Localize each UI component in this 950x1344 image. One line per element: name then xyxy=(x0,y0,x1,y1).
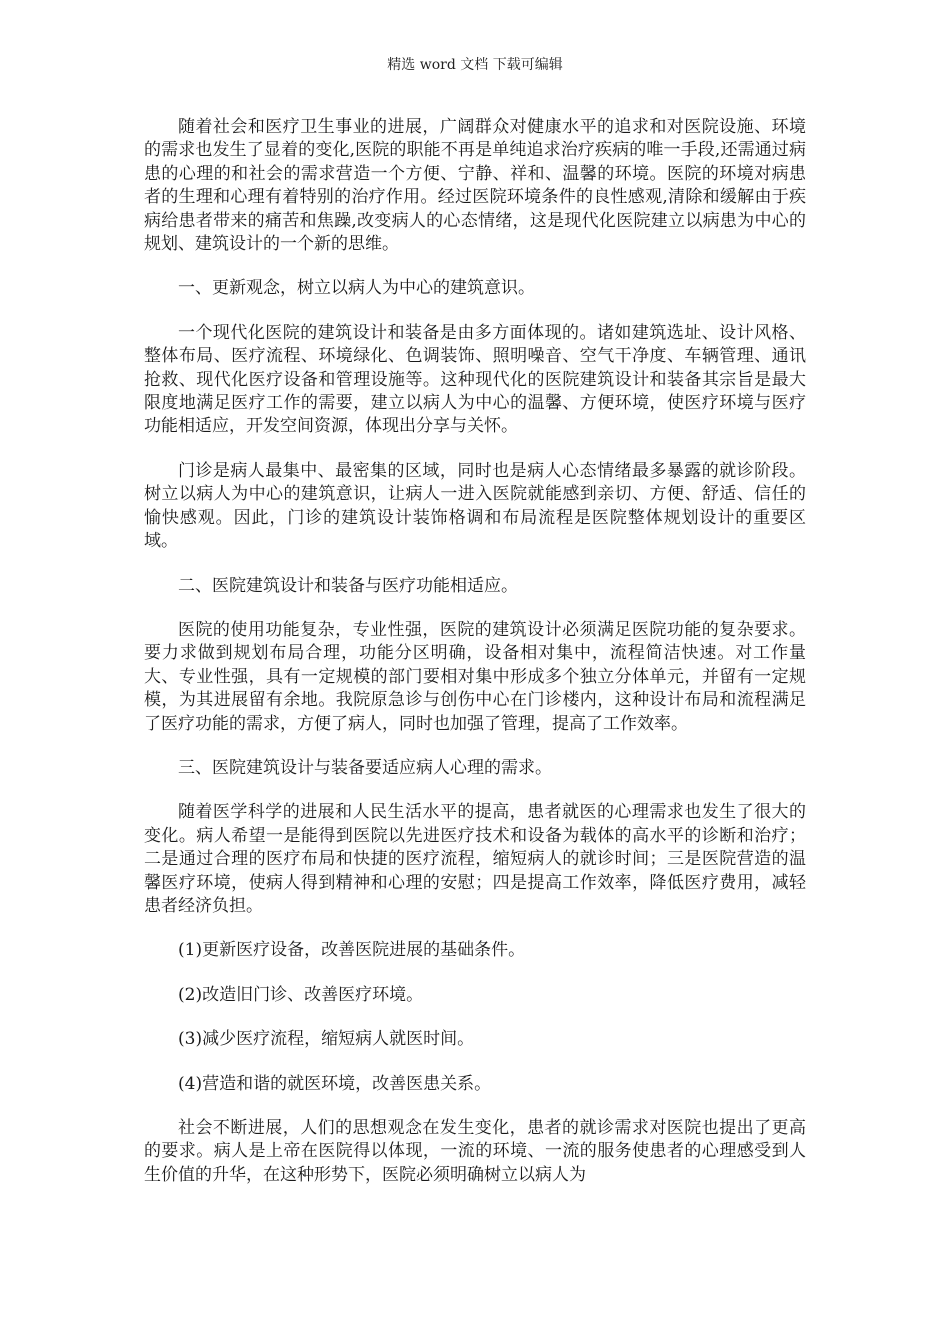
list-item-1: (1)更新医疗设备，改善医院进展的基础条件。 xyxy=(178,940,526,961)
list-item-4: (4)营造和谐的就医环境，改善医患关系。 xyxy=(178,1073,492,1094)
body-paragraph: 门诊是病人最集中、最密集的区域，同时也是病人心态情绪最多暴露的就诊阶段。树立以病人为中心的建筑意识，让病人一进入医院就能感到亲切、方便、舒适、信任的愉快感观。因此，门诊的建筑设计装饰格调和布局流程是医院整体规划设计的重要区域。 xyxy=(144,460,806,552)
body-paragraph: 一个现代化医院的建筑设计和装备是由多方面体现的。诸如建筑选址、设计风格、整体布局、医疗流程、环境绿化、色调装饰、照明噪音、空气干净度、车辆管理、通讯抢救、现代化医疗设备和管理设施等。这种现代化的医院建筑设计和装备其宗旨是最大限度地满足医疗工作的需要，建立以病人为中心的温馨、方便环境，使医疗环境与医疗功能相适应，开发空间资源，体现出分享与关怀。 xyxy=(144,322,806,437)
section-heading-1: 一、更新观念，树立以病人为中心的建筑意识。 xyxy=(178,278,535,299)
intro-paragraph: 随着社会和医疗卫生事业的进展，广阔群众对健康水平的追求和对医院设施、环境的需求也发生了显着的变化,医院的职能不再是单纯追求治疗疾病的唯一手段,还需通过病患的心理的和社会的需求营造一个方便、宁静、祥和、温馨的环境。医院的环境对病患者的生理和心理有着特别的治疗作用。经过医院环境条件的良性感观,清除和缓解由于疾病给患者带来的痛苦和焦躁,改变病人的心态情绪，这是现代化医院建立以病患为中心的规划、建筑设计的一个新的思维。 xyxy=(144,117,806,255)
body-paragraph: 医院的使用功能复杂，专业性强，医院的建筑设计必须满足医院功能的复杂要求。要力求做到规划布局合理，功能分区明确，设备相对集中，流程简洁快速。对工作量大、专业性强，具有一定规模的部门要相对集中形成多个独立分体单元，并留有一定规模，为其进展留有余地。我院原急诊与创伤中心在门诊楼内，这种设计布局和流程满足了医疗功能的需求，方便了病人，同时也加强了管理，提高了工作效率。 xyxy=(144,619,806,734)
section-heading-3: 三、医院建筑设计与装备要适应病人心理的需求。 xyxy=(178,757,552,778)
document-body xyxy=(144,116,806,1208)
list-item-2: (2)改造旧门诊、改善医疗环境。 xyxy=(178,984,424,1005)
page-header: 精选 word 文档 下载可编辑 xyxy=(387,57,563,73)
list-item-3: (3)减少医疗流程，缩短病人就医时间。 xyxy=(178,1029,475,1050)
closing-paragraph: 社会不断进展，人们的思想观念在发生变化，患者的就诊需求对医院也提出了更高的要求。病人是上帝在医院得以体现，一流的环境、一流的服务使患者的心理感受到人生价值的升华，在这种形势下，医院必须明确树立以病人为 xyxy=(144,1118,806,1185)
section-heading-2: 二、医院建筑设计和装备与医疗功能相适应。 xyxy=(178,575,518,596)
body-paragraph: 随着医学科学的进展和人民生活水平的提高，患者就医的心理需求也发生了很大的变化。病人希望一是能得到医院以先进医疗技术和设备为载体的高水平的诊断和治疗；二是通过合理的医疗布局和快捷的医疗流程，缩短病人的就诊时间；三是医院营造的温馨医疗环境，使病人得到精神和心理的安慰；四是提高工作效率，降低医疗费用，减轻患者经济负担。 xyxy=(144,802,806,916)
